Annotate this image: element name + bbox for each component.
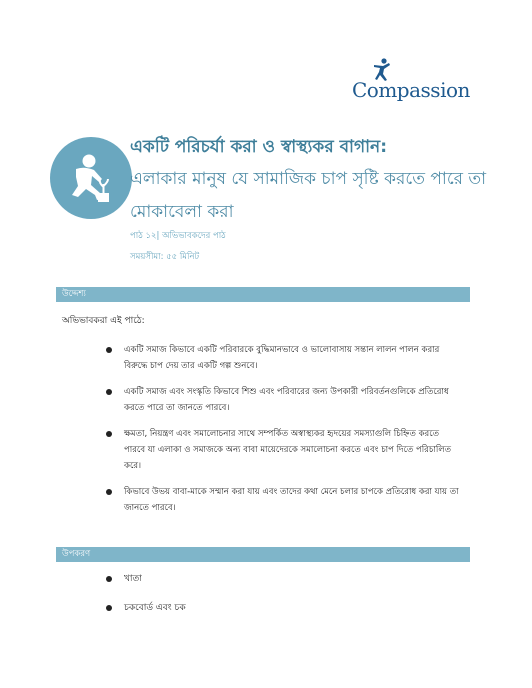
material-text: খাতা bbox=[124, 574, 142, 584]
logo-wordmark: Compassion bbox=[352, 78, 470, 102]
objective-text: কিভাবে উভয় বাবা-মাকে সম্মান করা যায় এবং তাদের কথা মেনে চলার চাপকে প্রতিরোধ করা যায় তা জানতে পারবে। bbox=[124, 487, 459, 513]
bullet-icon bbox=[106, 389, 112, 395]
compassion-logo bbox=[352, 58, 474, 102]
lesson-title: একটি পরিচর্যা করা ও স্বাস্থ্যকর বাগান: bbox=[130, 137, 387, 157]
objectives-heading: উদ্দেশ্য bbox=[56, 287, 470, 302]
lesson-subtitle: এলাকার মানুষ যে সামাজিক চাপ সৃষ্টি করতে পারে তা মোকাবেলা করা bbox=[130, 169, 487, 222]
bullet-icon bbox=[106, 576, 112, 582]
lesson-number: পাঠ ১২| অভিভাবকদের পাঠ bbox=[130, 231, 226, 241]
bullet-icon bbox=[106, 489, 112, 495]
objective-text: ক্ষমতা, নিয়ন্ত্রণ এবং সমালোচনার সাথে সম্পর্কিত অস্বাস্থ্যকর হৃদয়ের সমস্যাগুলি চিহ্নিত করতে পারবে যা এলাকা ও সমাজকে অন্য বাবা মায়েদেরকে সমালোচনা করতে এবং চাপ দিতে পরিচালিত করে। bbox=[124, 429, 452, 471]
materials-list bbox=[104, 571, 404, 629]
list-item bbox=[104, 342, 460, 374]
materials-heading: উপকরণ bbox=[56, 547, 470, 562]
bullet-icon bbox=[106, 605, 112, 611]
list-item bbox=[104, 484, 460, 516]
person-planting-icon bbox=[50, 137, 132, 219]
list-item bbox=[104, 426, 460, 474]
bullet-icon bbox=[106, 431, 112, 437]
lesson-duration: সময়সীমা: ৫৫ মিনিট bbox=[130, 252, 200, 262]
objectives-list bbox=[104, 342, 460, 526]
objective-text: একটি সমাজ কিভাবে একটি পরিবারকে বুদ্ধিমানভাবে ও ভালোবাসায় সন্তান লালন পালন করার বিরুদ্ধে চাপ দেয় তার একটি গল্প শুনবে। bbox=[124, 345, 440, 371]
list-item bbox=[104, 384, 460, 416]
list-item bbox=[104, 571, 404, 587]
material-text: চকবোর্ড এবং চক bbox=[124, 603, 186, 613]
bullet-icon bbox=[106, 347, 112, 353]
objectives-intro: অভিভাবকরা এই পাঠে: bbox=[62, 316, 145, 326]
objective-text: একটি সমাজ এবং সংস্কৃতি কিভাবে শিশু এবং পরিবারের জন্য উপকারী পরিবর্তনগুলিকে প্রতিরোধ করতে পারে তা জানতে পারবে। bbox=[124, 387, 449, 413]
list-item bbox=[104, 600, 404, 616]
